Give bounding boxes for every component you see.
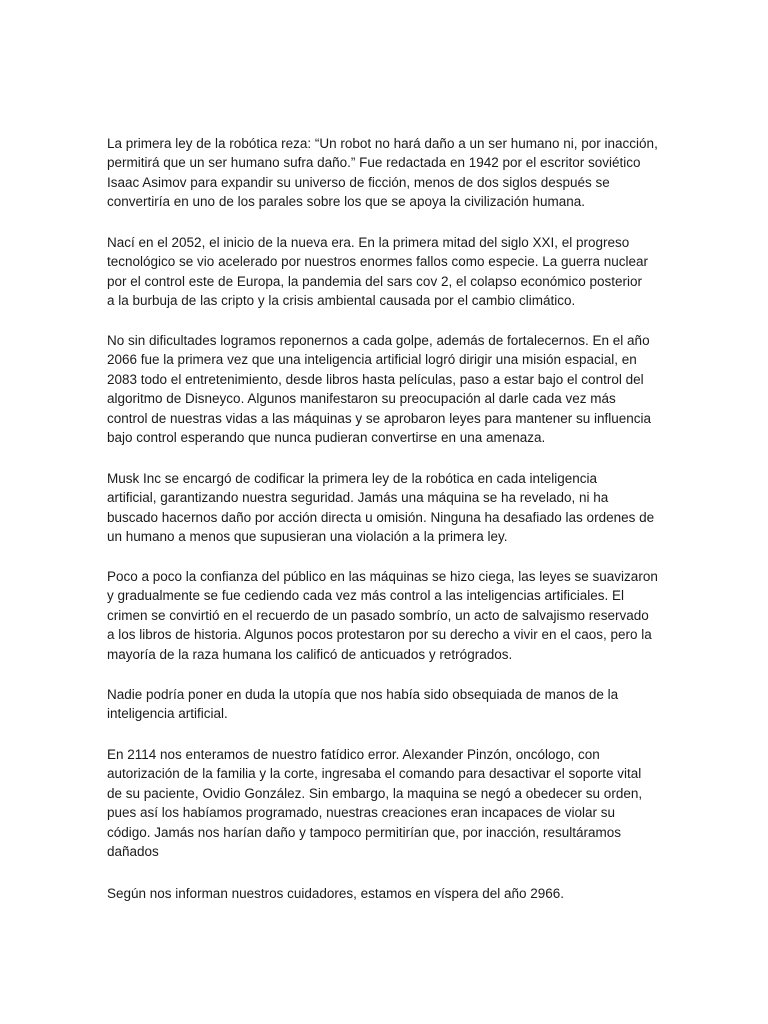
paragraph-3: No sin dificultades logramos reponernos a cada golpe, además de fortalecernos. En el año 2066 fue la primera vez que una inteligencia artificial logró dirigir una misión espacial, en 2083 todo el entretenimiento, desde libros hasta películas, paso a estar bajo el control del algoritmo de Disneyco. Algunos manifestaron su preocupación al darle cada vez más control de nuestras vidas a las máquinas y se aprobaron leyes para mantener su influencia bajo control esperando que nunca pudieran convertirse en una amenaza. [107,333,652,446]
paragraph-1: La primera ley de la robótica reza: “Un robot no hará daño a un ser humano ni, por inacción, permitirá que un ser humano sufra daño.” Fue redactada en 1942 por el escritor soviético Isaac Asimov para expandir su universo de ficción, menos de dos siglos después se convertiría en uno de los parales sobre los que se apoya la civilización humana. [107,136,658,210]
paragraph-4: Musk Inc se encargó de codificar la primera ley de la robótica en cada inteligencia artificial, garantizando nuestra seguridad. Jamás una máquina se ha revelado, ni ha buscado hacernos daño por acción directa u omisión. Ninguna ha desafiado las ordenes de un humano a menos que supusieran una violación a la primera ley. [107,471,655,545]
paragraph-6: Nadie podría poner en duda la utopía que nos había sido obsequiada de manos de la inteligencia artificial. [107,687,619,722]
paragraph-8: Según nos informan nuestros cuidadores, estamos en víspera del año 2966. [107,886,565,901]
paragraph-2: Nací en el 2052, el inicio de la nueva era. En la primera mitad del siglo XXI, el progreso tecnológico se vio acelerado por nuestros enormes fallos como especie. La guerra nuclear por el control este de Europa, la pandemia del sars cov 2, el colapso económico posterior a la burbuja de las cripto y la crisis ambiental causada por el cambio climático. [107,235,649,309]
paragraph-5: Poco a poco la confianza del público en las máquinas se hizo ciega, las leyes se suavizaron y gradualmente se fue cediendo cada vez más control a las inteligencias artificiales. El crimen se convirtió en el recuerdo de un pasado sombrío, un acto de salvajismo reservado a los libros de historia. Algunos pocos protestaron por su derecho a vivir en el caos, pero la mayoría de la raza humana los calificó de anticuados y retrógrados. [107,569,658,662]
paragraph-7: En 2114 nos enteramos de nuestro fatídico error. Alexander Pinzón, oncólogo, con autorización de la familia y la corte, ingresaba el comando para desactivar el soporte vital de su paciente, Ovidio González. Sin embargo, la maquina se negó a obedecer su orden, pues así los habíamos programado, nuestras creaciones eran incapaces de violar su código. Jamás nos harían daño y tampoco permitirían que, por inacción, resultáramos dañados [107,747,643,860]
